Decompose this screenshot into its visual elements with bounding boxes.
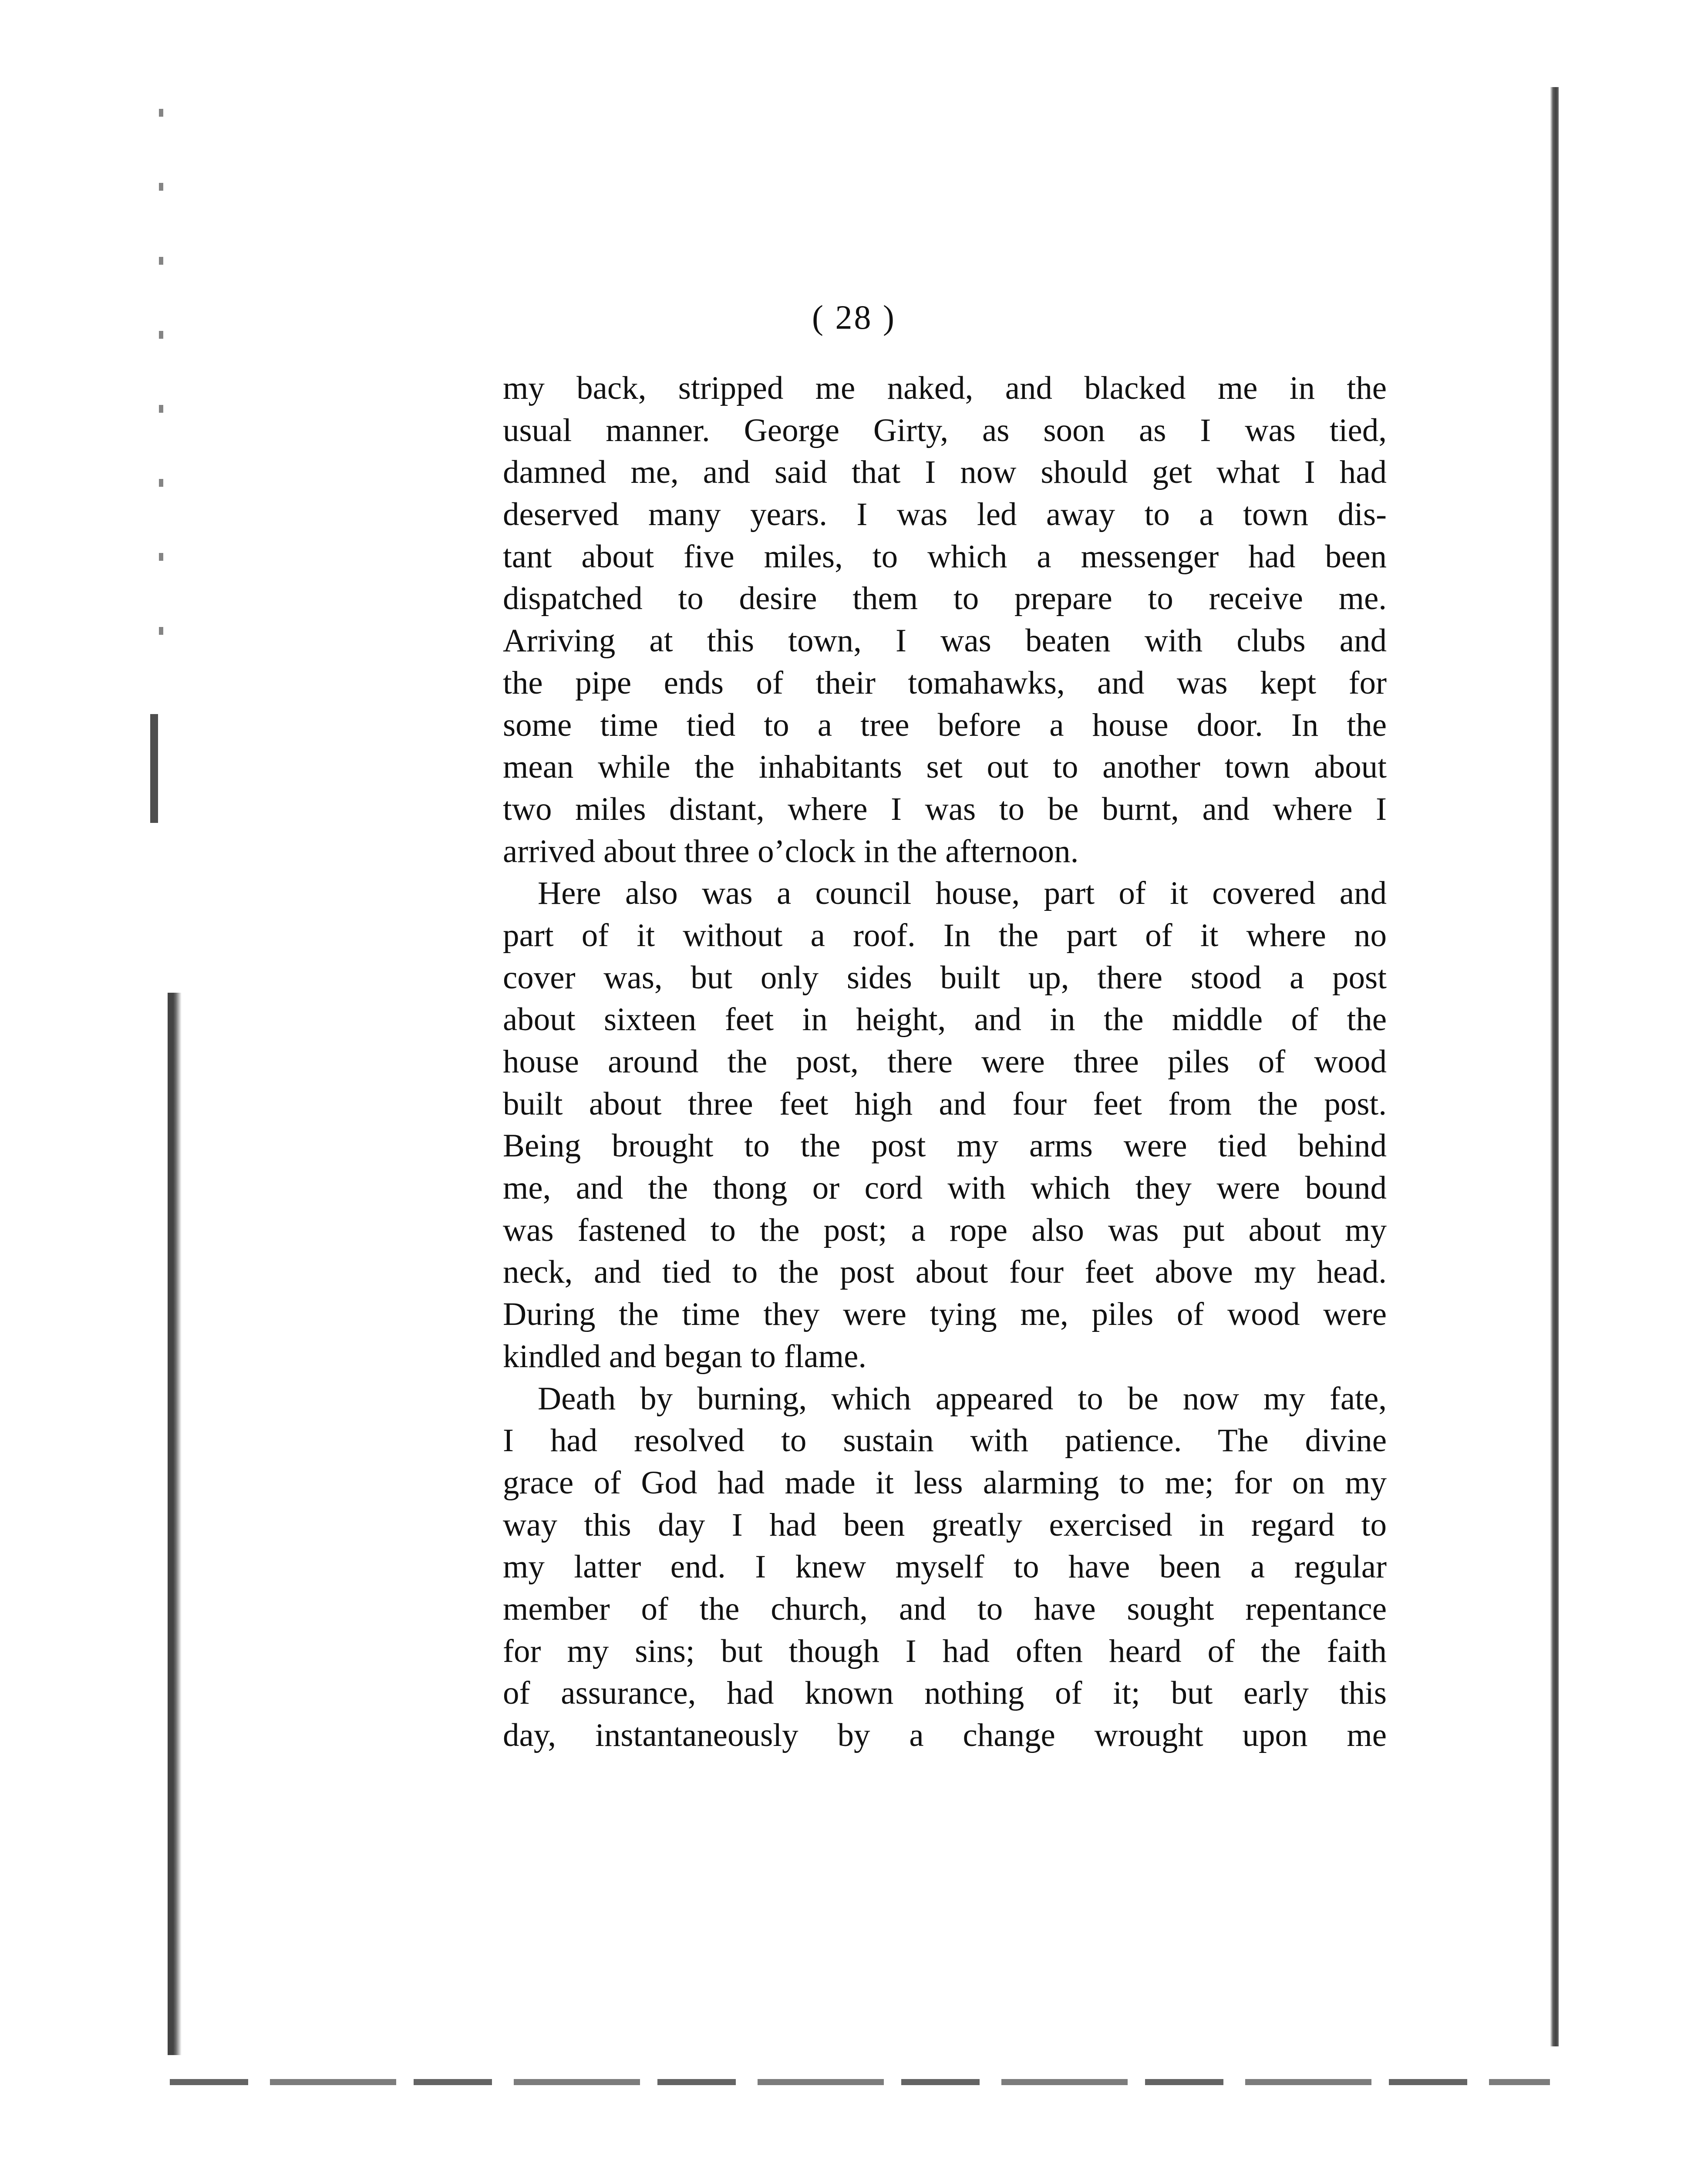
text-line: Being brought to the post my arms were tied behind	[503, 1128, 1387, 1164]
text-line: member of the church, and to have sought repentance	[503, 1591, 1387, 1627]
text-line: was fastened to the post; a rope also was put about my	[503, 1212, 1387, 1248]
text-line: way this day I had been greatly exercised in regard to	[503, 1506, 1387, 1543]
text-line: dispatched to desire them to prepare to receive me.	[503, 580, 1387, 617]
text-line: Arriving at this town, I was beaten with clubs and	[503, 623, 1387, 659]
page-number: ( 28 )	[812, 298, 896, 336]
text-line: about sixteen feet in height, and in the middle of the	[503, 1001, 1387, 1038]
text-line: house around the post, there were three piles of wood	[503, 1044, 1387, 1080]
paragraph-start-line: Death by burning, which appeared to be now my fate,	[538, 1380, 1387, 1417]
text-line: tant about five miles, to which a messenger had been	[503, 538, 1387, 575]
scan-artifact-bottom-edge	[170, 2079, 1550, 2085]
scan-artifact-left-edge	[168, 993, 182, 2055]
text-line: some time tied to a tree before a house door. In the	[503, 707, 1387, 743]
text-line: mean while the inhabitants set out to another town about	[503, 749, 1387, 785]
page-body	[503, 367, 1387, 1757]
text-line: day, instantaneously by a change wrought upon me	[503, 1717, 1387, 1753]
text-line: of assurance, had known nothing of it; but early this	[503, 1675, 1387, 1712]
text-line: for my sins; but though I had often heard of the faith	[503, 1633, 1387, 1669]
text-line: built about three feet high and four feet from the post.	[503, 1085, 1387, 1122]
text-line: During the time they were tying me, piles of wood were	[503, 1296, 1387, 1333]
text-line: grace of God had made it less alarming to me; for on my	[503, 1464, 1387, 1501]
scan-artifact-left-mark	[150, 714, 158, 823]
paragraph-start-line: Here also was a council house, part of it covered and	[538, 875, 1387, 912]
text-line: two miles distant, where I was to be burnt, and where I	[503, 791, 1387, 827]
text-line: deserved many years. I was led away to a town dis-	[503, 496, 1387, 533]
text-line: I had resolved to sustain with patience. The divine	[503, 1422, 1387, 1459]
text-line: arrived about three o’clock in the afternoon.	[503, 833, 1079, 869]
text-line: my back, stripped me naked, and blacked me in the	[503, 370, 1387, 406]
text-line: me, and the thong or cord with which they were bound	[503, 1170, 1387, 1206]
text-line: usual manner. George Girty, as soon as I was tied,	[503, 412, 1387, 448]
scan-artifact-left-dots	[159, 109, 163, 675]
scan-artifact-right-edge	[1550, 87, 1559, 2046]
text-line: my latter end. I knew myself to have been a regular	[503, 1549, 1387, 1585]
text-line: neck, and tied to the post about four feet above my head.	[503, 1254, 1387, 1291]
text-line: cover was, but only sides built up, there stood a post	[503, 959, 1387, 996]
text-line: damned me, and said that I now should get what I had	[503, 454, 1387, 491]
text-line: the pipe ends of their tomahawks, and was kept for	[503, 664, 1387, 701]
text-line: kindled and began to flame.	[503, 1338, 867, 1375]
text-line: part of it without a roof. In the part of it where no	[503, 917, 1387, 954]
